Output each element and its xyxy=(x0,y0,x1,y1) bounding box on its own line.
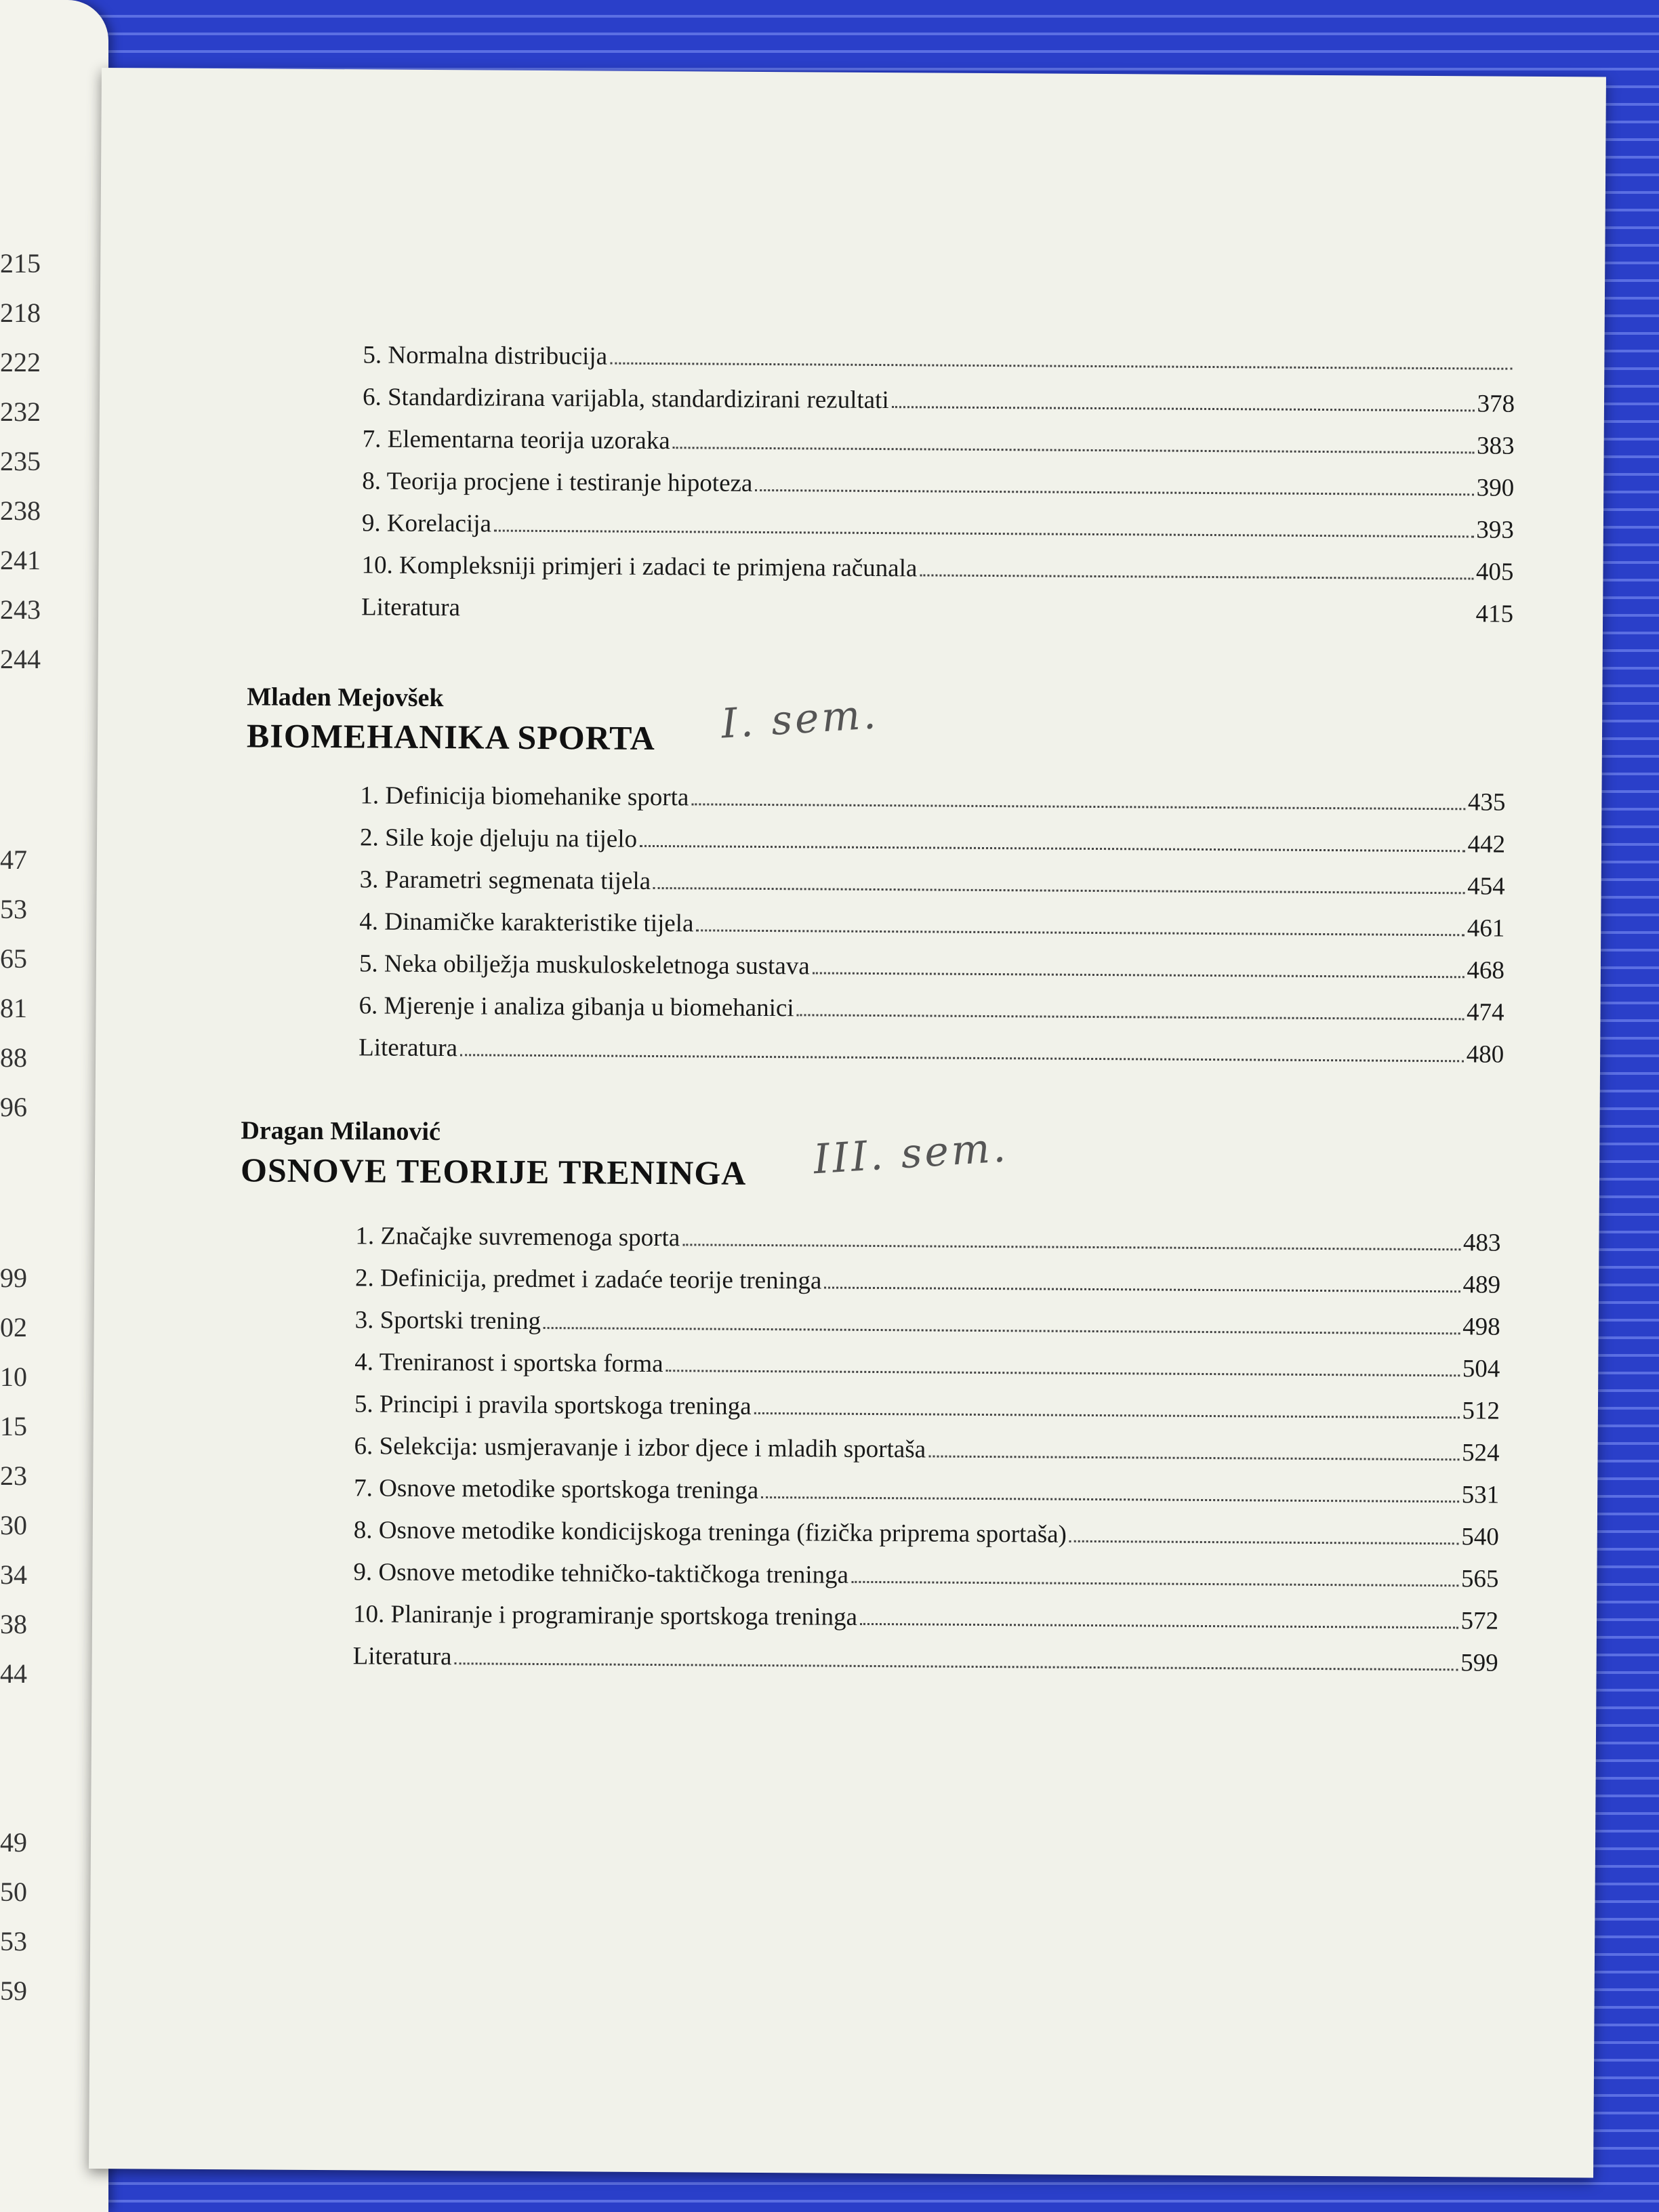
left-page-number: 96 xyxy=(0,1092,27,1122)
toc-entry-title: Literatura xyxy=(359,1033,458,1063)
toc-entry-page: 572 xyxy=(1460,1607,1499,1635)
left-page-number: 53 xyxy=(0,894,27,924)
toc-entry-page: 393 xyxy=(1476,516,1514,544)
toc-entry-page: 405 xyxy=(1475,558,1514,586)
leader-dots xyxy=(666,1370,1460,1376)
toc-entry xyxy=(354,1431,1499,1467)
left-page-number: 50 xyxy=(0,1877,27,1907)
toc-entry-page: 498 xyxy=(1462,1313,1500,1341)
toc-entry-title: 5. Principi i pravila sportskoga treninga xyxy=(354,1390,752,1420)
toc-entry-page: 461 xyxy=(1467,914,1505,943)
toc-entry-page: 480 xyxy=(1466,1040,1504,1069)
left-page-number: 81 xyxy=(0,993,27,1023)
leader-dots xyxy=(640,845,1465,852)
toc-entry xyxy=(360,823,1505,859)
toc-entry-title: 2. Definicija, predmet i zadaće teorije treninga xyxy=(354,1264,822,1295)
toc-entry xyxy=(353,1641,1498,1677)
toc-entry-title: 4. Dinamičke karakteristike tijela xyxy=(359,907,694,938)
toc-entry-page: 531 xyxy=(1461,1481,1500,1509)
left-page-number: 15 xyxy=(0,1411,27,1441)
leader-dots xyxy=(691,803,1465,810)
leader-dots xyxy=(463,613,1473,621)
leader-dots xyxy=(494,530,1473,538)
leader-dots xyxy=(544,1327,1460,1334)
left-page-number: 10 xyxy=(0,1361,27,1392)
leader-dots xyxy=(682,1244,1460,1250)
left-page-number: 65 xyxy=(0,943,27,974)
toc-entry xyxy=(363,382,1515,418)
left-page-number: 218 xyxy=(0,298,41,328)
leader-dots xyxy=(892,406,1475,411)
toc-entry xyxy=(363,340,1515,376)
toc-entry xyxy=(353,1599,1498,1635)
left-page-number: 243 xyxy=(0,594,41,625)
section-title: BIOMEHANIKA SPORTA xyxy=(246,716,656,758)
left-page-number: 215 xyxy=(0,248,41,279)
toc-entry-title: 5. Neka obilježja muskuloskeletnoga sustava xyxy=(359,949,810,981)
left-page-number: 88 xyxy=(0,1042,27,1073)
left-page-number: 53 xyxy=(0,1926,27,1957)
toc-entry-page: 483 xyxy=(1462,1229,1501,1257)
leader-dots xyxy=(928,1455,1459,1460)
toc-entry-page: 383 xyxy=(1477,432,1515,460)
left-page-number: 38 xyxy=(0,1609,27,1639)
toc-entry-page: 435 xyxy=(1467,788,1506,817)
left-page-number: 34 xyxy=(0,1559,27,1590)
toc-entry-title: 1. Značajke suvremenoga sporta xyxy=(355,1222,680,1252)
toc-entry-title: 8. Osnove metodike kondicijskoga treninga (fizička priprema sportaša) xyxy=(353,1516,1067,1549)
toc-entry-title: 10. Planiranje i programiranje sportskoga treninga xyxy=(352,1600,858,1631)
toc-entry xyxy=(360,781,1505,817)
toc-entry-title: Literatura xyxy=(352,1642,452,1671)
leader-dots xyxy=(920,574,1473,579)
toc-entry-title: 6. Selekcija: usmjeravanje i izbor djece i mladih sportaša xyxy=(354,1432,926,1464)
toc-entry-title: 6. Standardizirana varijabla, standardizirani rezultati xyxy=(362,383,889,415)
toc-entry-title: 2. Sile koje djeluju na tijelo xyxy=(359,823,638,853)
leader-dots xyxy=(851,1581,1458,1586)
handwritten-note: III. sem. xyxy=(812,1124,1010,1184)
section-author: Mladen Mejovšek xyxy=(247,682,444,713)
toc-entry-title: 6. Mjerenje i analiza gibanja u biomehanici xyxy=(359,991,794,1023)
toc-entry-page: 599 xyxy=(1460,1649,1498,1677)
toc-entry-page: 415 xyxy=(1475,600,1514,628)
leader-dots xyxy=(755,489,1473,495)
toc-entry xyxy=(361,592,1513,628)
left-page-number: 49 xyxy=(0,1827,27,1858)
toc-entry-page: 565 xyxy=(1460,1565,1499,1593)
toc-entry xyxy=(362,508,1514,544)
left-page-number: 47 xyxy=(0,844,27,875)
book-page xyxy=(89,68,1606,2178)
toc-entry-title: 8. Teorija procjene i testiranje hipoteza xyxy=(362,467,753,497)
left-page-number: 99 xyxy=(0,1263,27,1293)
toc-entry xyxy=(353,1557,1498,1593)
left-page-number: 244 xyxy=(0,644,41,674)
toc-entry xyxy=(359,949,1504,985)
left-page-number: 222 xyxy=(0,347,41,377)
toc-entry xyxy=(355,1221,1500,1257)
leader-dots xyxy=(460,1054,1464,1062)
left-page-number: 02 xyxy=(0,1312,27,1343)
left-page-number: 241 xyxy=(0,545,41,575)
leader-dots xyxy=(1069,1540,1458,1545)
toc-entry-title: 7. Elementarna teorija uzoraka xyxy=(362,425,670,455)
left-page-number: 232 xyxy=(0,396,41,427)
leader-dots xyxy=(860,1623,1458,1629)
section-title: OSNOVE TEORIJE TRENINGA xyxy=(240,1151,747,1192)
toc-entry xyxy=(355,1305,1500,1341)
toc-entry xyxy=(354,1515,1499,1551)
toc-entry xyxy=(354,1347,1500,1383)
toc-entry-title: 3. Parametri segmenata tijela xyxy=(359,865,651,895)
toc-entry-page: 540 xyxy=(1461,1523,1499,1551)
toc-entry-page: 378 xyxy=(1477,390,1515,418)
toc-entry-title: 5. Normalna distribucija xyxy=(363,341,608,371)
toc-entry xyxy=(362,466,1514,502)
toc-entry-page: 442 xyxy=(1467,830,1506,859)
toc-entry-page: 468 xyxy=(1467,956,1505,985)
toc-entry xyxy=(355,1263,1500,1299)
leader-dots xyxy=(610,363,1512,370)
toc-entry-title: 3. Sportski trening xyxy=(354,1306,541,1335)
leader-dots xyxy=(454,1662,1458,1671)
leader-dots xyxy=(673,447,1474,453)
toc-entry-title: 4. Treniranost i sportska forma xyxy=(354,1348,663,1378)
leader-dots xyxy=(653,887,1465,894)
toc-entry-title: 9. Korelacija xyxy=(361,509,492,538)
leader-dots xyxy=(813,972,1465,978)
leader-dots xyxy=(761,1496,1458,1502)
toc-entry xyxy=(354,1473,1499,1509)
left-page-number: 44 xyxy=(0,1658,27,1689)
leader-dots xyxy=(754,1412,1460,1418)
toc-entry-title: 1. Definicija biomehanike sporta xyxy=(360,781,689,812)
toc-entry-page: 390 xyxy=(1476,474,1515,502)
section-author: Dragan Milanović xyxy=(241,1116,441,1147)
toc-entry-page: 524 xyxy=(1461,1439,1500,1467)
toc-entry-page: 489 xyxy=(1462,1271,1501,1299)
toc-entry xyxy=(363,424,1515,460)
toc-entry-page: 454 xyxy=(1467,872,1505,901)
left-page-number: 235 xyxy=(0,446,41,476)
toc-entry-page: 512 xyxy=(1462,1397,1500,1425)
leader-dots xyxy=(824,1287,1460,1293)
left-page-number: 238 xyxy=(0,495,41,526)
handwritten-note: I. sem. xyxy=(720,690,880,748)
left-page-number: 59 xyxy=(0,1975,27,2006)
toc-entry-title: 9. Osnove metodike tehničko-taktičkoga treninga xyxy=(353,1558,849,1589)
toc-entry-title: 10. Kompleksniji primjeri i zadaci te primjena računala xyxy=(361,551,918,583)
left-page-number: 23 xyxy=(0,1460,27,1491)
toc-entry xyxy=(359,907,1504,943)
left-page-number: 30 xyxy=(0,1510,27,1540)
leader-dots xyxy=(696,929,1464,936)
toc-entry xyxy=(361,550,1513,586)
toc-entry xyxy=(360,865,1505,901)
toc-entry-page: 504 xyxy=(1462,1355,1500,1383)
toc-entry-page: 474 xyxy=(1466,998,1504,1027)
toc-entry xyxy=(354,1389,1500,1425)
leader-dots xyxy=(797,1014,1464,1020)
toc-entry-title: Literatura xyxy=(361,593,461,622)
toc-entry xyxy=(359,1033,1504,1069)
toc-entry-title: 7. Osnove metodike sportskoga treninga xyxy=(354,1474,759,1504)
toc-entry xyxy=(359,991,1504,1027)
